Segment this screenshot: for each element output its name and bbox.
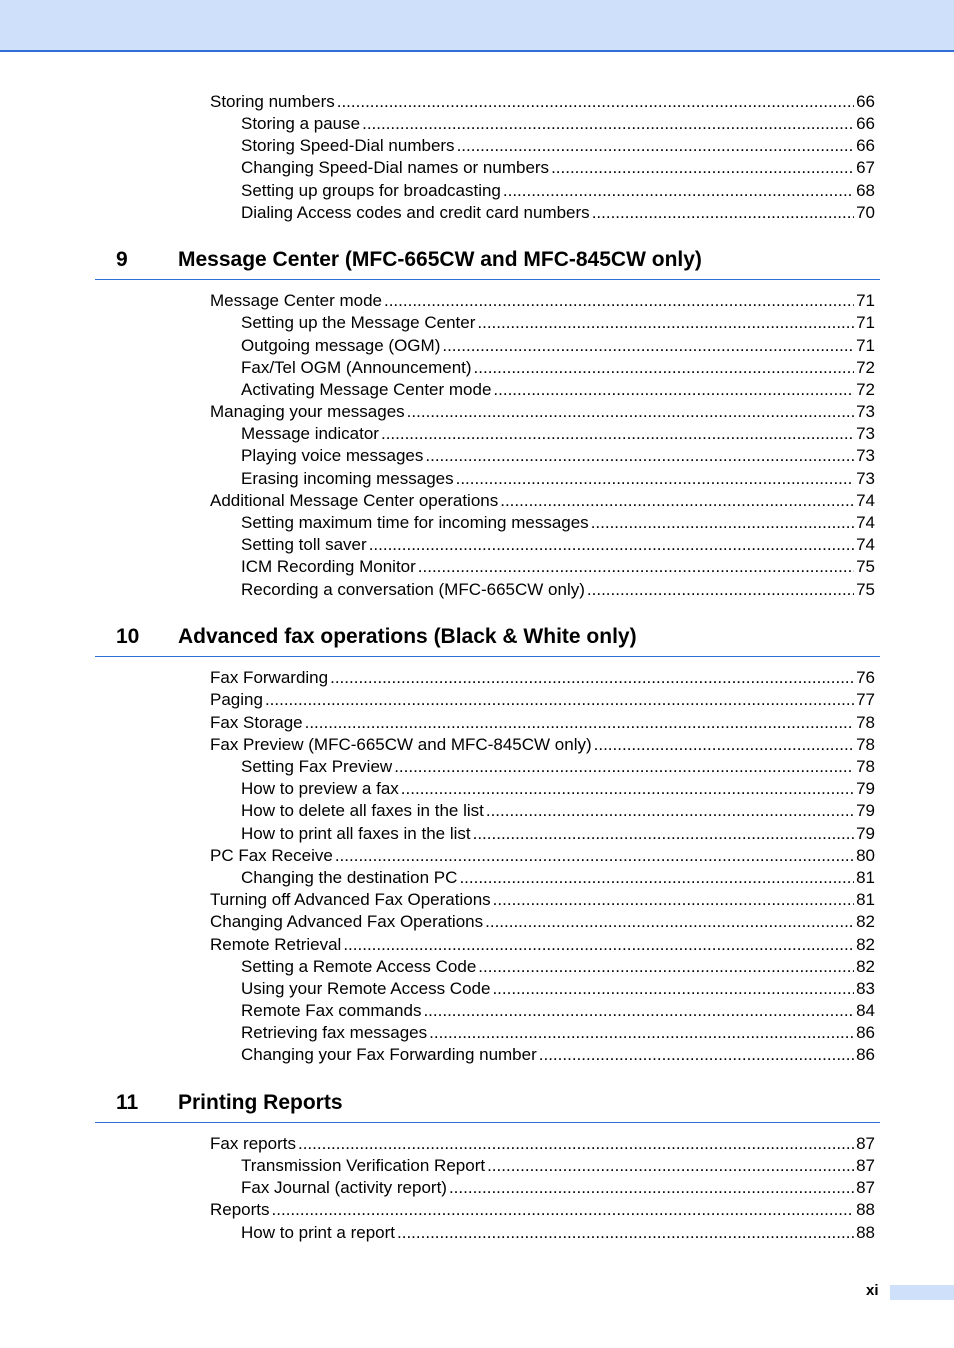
toc-entry-page: 71 — [856, 313, 875, 332]
toc-entry-title: Changing Advanced Fax Operations — [210, 912, 484, 931]
dot-leader — [492, 979, 854, 999]
toc-subentry[interactable] — [241, 866, 875, 888]
toc-entry-page: 83 — [856, 979, 875, 998]
toc-entry[interactable] — [210, 733, 875, 755]
dot-leader — [330, 668, 854, 688]
toc-entry-title: Changing the destination PC — [241, 868, 458, 887]
toc-entry-page: 68 — [856, 181, 875, 200]
toc-entry-page: 73 — [856, 446, 875, 465]
toc-subentry[interactable] — [241, 977, 875, 999]
toc-subentry[interactable] — [241, 822, 875, 844]
toc-entry-title: Storing a pause — [241, 114, 361, 133]
toc-subentry[interactable] — [241, 179, 875, 201]
toc-entry-title: How to print a report — [241, 1223, 396, 1242]
chapter-title: Advanced fax operations (Black & White only) — [178, 625, 637, 648]
toc-entry-title: Erasing incoming messages — [241, 469, 454, 488]
toc-entry-title: Outgoing message (OGM) — [241, 336, 441, 355]
toc-entry-page: 66 — [856, 114, 875, 133]
toc-entry[interactable] — [210, 1198, 875, 1220]
toc-entry-page: 79 — [856, 779, 875, 798]
toc-entry-title: Setting up the Message Center — [241, 313, 476, 332]
chapter-number: 11 — [116, 1091, 139, 1114]
dot-leader — [503, 181, 854, 201]
toc-entry-title: Managing your messages — [210, 402, 405, 421]
toc-subentry[interactable] — [241, 1154, 875, 1176]
toc-subentry[interactable] — [241, 955, 875, 977]
toc-subentry[interactable] — [241, 112, 875, 134]
toc-entry-title: Setting up groups for broadcasting — [241, 181, 501, 200]
toc-entry-page: 75 — [856, 557, 875, 576]
toc-entry[interactable] — [210, 666, 875, 688]
toc-entry-page: 86 — [856, 1023, 875, 1042]
toc-entry-page: 71 — [856, 336, 875, 355]
toc-subentry[interactable] — [241, 422, 875, 444]
toc-entry-page: 82 — [856, 912, 875, 931]
toc-entry-page: 71 — [856, 291, 875, 310]
dot-leader — [337, 92, 854, 112]
toc-subentry[interactable] — [241, 134, 875, 156]
toc-subentry[interactable] — [241, 444, 875, 466]
toc-entry[interactable] — [210, 688, 875, 710]
toc-entry-page: 80 — [856, 846, 875, 865]
toc-entry[interactable] — [210, 910, 875, 932]
toc-entry-page: 73 — [856, 424, 875, 443]
toc-entry-page: 87 — [856, 1134, 875, 1153]
toc-entry-page: 74 — [856, 491, 875, 510]
toc-entry-page: 88 — [856, 1223, 875, 1242]
toc-subentry[interactable] — [241, 201, 875, 223]
dot-leader — [493, 890, 854, 910]
dot-leader — [587, 580, 854, 600]
toc-entry-title: How to preview a fax — [241, 779, 399, 798]
toc-entry[interactable] — [210, 711, 875, 733]
toc-entry-title: Setting Fax Preview — [241, 757, 393, 776]
toc-entry-title: Reports — [210, 1200, 270, 1219]
toc-entry-page: 86 — [856, 1045, 875, 1064]
dot-leader — [487, 1156, 854, 1176]
toc-entry[interactable] — [210, 489, 875, 511]
dot-leader — [493, 380, 854, 400]
toc-entry-title: How to delete all faxes in the list — [241, 801, 484, 820]
chapter-number: 9 — [116, 248, 128, 271]
dot-leader — [418, 557, 854, 577]
toc-entry-title: Fax/Tel OGM (Announcement) — [241, 358, 472, 377]
dot-leader — [539, 1045, 854, 1065]
dot-leader — [459, 868, 854, 888]
toc-subentry[interactable] — [241, 755, 875, 777]
toc-entry-title: Transmission Verification Report — [241, 1156, 486, 1175]
toc-entry-title: Setting maximum time for incoming messages — [241, 513, 589, 532]
dot-leader — [423, 1001, 854, 1021]
toc-entry[interactable] — [210, 844, 875, 866]
toc-entry-title: Fax Preview (MFC-665CW and MFC-845CW only) — [210, 735, 592, 754]
chapter-heading — [95, 622, 880, 657]
toc-entry-page: 88 — [856, 1200, 875, 1219]
toc-entry-title: ICM Recording Monitor — [241, 557, 416, 576]
dot-leader — [397, 1223, 854, 1243]
dot-leader — [425, 446, 854, 466]
toc-entry-page: 81 — [856, 868, 875, 887]
dot-leader — [369, 535, 854, 555]
toc-entry[interactable] — [210, 1132, 875, 1154]
dot-leader — [407, 402, 854, 422]
toc-entry-page: 87 — [856, 1178, 875, 1197]
toc-entry-page: 67 — [856, 158, 875, 177]
dot-leader — [478, 957, 854, 977]
dot-leader — [456, 469, 854, 489]
dot-leader — [477, 313, 854, 333]
toc-entry-page: 66 — [856, 136, 875, 155]
toc-entry-title: Recording a conversation (MFC-665CW only) — [241, 580, 585, 599]
toc-entry-title: Changing your Fax Forwarding number — [241, 1045, 537, 1064]
toc-subentry[interactable] — [241, 578, 875, 600]
toc-entry-title: Storing Speed-Dial numbers — [241, 136, 455, 155]
toc-entry-page: 66 — [856, 92, 875, 111]
dot-leader — [449, 1178, 854, 1198]
dot-leader — [474, 358, 855, 378]
dot-leader — [381, 424, 854, 444]
dot-leader — [429, 1023, 854, 1043]
toc-entry-page: 75 — [856, 580, 875, 599]
toc-entry-page: 76 — [856, 668, 875, 687]
toc-entry[interactable] — [210, 933, 875, 955]
toc-entry-page: 82 — [856, 957, 875, 976]
toc-entry-title: Remote Fax commands — [241, 1001, 422, 1020]
toc-entry-page: 74 — [856, 513, 875, 532]
toc-subentry[interactable] — [241, 1043, 875, 1065]
toc-entry-title: Playing voice messages — [241, 446, 424, 465]
toc-subentry[interactable] — [241, 378, 875, 400]
toc-subentry[interactable] — [241, 356, 875, 378]
chapter-number: 10 — [116, 625, 140, 648]
toc-entry-title: Fax reports — [210, 1134, 296, 1153]
dot-leader — [305, 713, 854, 733]
dot-leader — [592, 203, 854, 223]
toc-entry-title: Using your Remote Access Code — [241, 979, 491, 998]
dot-leader — [272, 1200, 855, 1220]
toc-entry-page: 81 — [856, 890, 875, 909]
toc-entry-page: 72 — [856, 380, 875, 399]
toc-subentry[interactable] — [241, 467, 875, 489]
toc-entry-title: Additional Message Center operations — [210, 491, 499, 510]
toc-entry-page: 79 — [856, 801, 875, 820]
toc-entry-title: Setting a Remote Access Code — [241, 957, 477, 976]
toc-entry-title: Activating Message Center mode — [241, 380, 492, 399]
toc-entry-title: Fax Forwarding — [210, 668, 329, 687]
toc-entry-page: 82 — [856, 935, 875, 954]
toc-subentry[interactable] — [241, 799, 875, 821]
toc-entry[interactable] — [210, 400, 875, 422]
toc-entry-page: 74 — [856, 535, 875, 554]
dot-leader — [591, 513, 854, 533]
dot-leader — [298, 1134, 854, 1154]
dot-leader — [442, 336, 854, 356]
dot-leader — [457, 136, 855, 156]
dot-leader — [486, 801, 854, 821]
chapter-title: Printing Reports — [178, 1091, 343, 1114]
toc-entry-page: 78 — [856, 757, 875, 776]
toc-entry-page: 77 — [856, 690, 875, 709]
toc-entry-title: Setting toll saver — [241, 535, 367, 554]
dot-leader — [384, 291, 854, 311]
toc-entry[interactable] — [210, 888, 875, 910]
toc-entry-title: Dialing Access codes and credit card numbers — [241, 203, 590, 222]
toc-entry-page: 79 — [856, 824, 875, 843]
toc-subentry[interactable] — [241, 555, 875, 577]
toc-entry-page: 78 — [856, 713, 875, 732]
toc-subentry[interactable] — [241, 311, 875, 333]
toc-subentry[interactable] — [241, 999, 875, 1021]
chapter-heading — [95, 245, 880, 280]
toc-entry-page: 70 — [856, 203, 875, 222]
toc-entry-page: 87 — [856, 1156, 875, 1175]
toc-entry-title: Remote Retrieval — [210, 935, 342, 954]
toc-subentry[interactable] — [241, 533, 875, 555]
toc-entry-title: Paging — [210, 690, 263, 709]
toc-entry-title: How to print all faxes in the list — [241, 824, 471, 843]
toc-entry-title: Fax Journal (activity report) — [241, 1178, 447, 1197]
dot-leader — [401, 779, 854, 799]
chapter-title: Message Center (MFC-665CW and MFC-845CW only) — [178, 248, 702, 271]
dot-leader — [265, 690, 854, 710]
dot-leader — [362, 114, 854, 134]
toc-subentry[interactable] — [241, 334, 875, 356]
toc-entry-title: PC Fax Receive — [210, 846, 333, 865]
toc-entry-page: 73 — [856, 402, 875, 421]
dot-leader — [394, 757, 854, 777]
toc-entry-page: 72 — [856, 358, 875, 377]
toc-entry[interactable] — [210, 90, 875, 112]
toc-entry-title: Message Center mode — [210, 291, 382, 310]
page-tab-marker — [890, 1285, 954, 1300]
toc-entry-page: 73 — [856, 469, 875, 488]
toc-subentry[interactable] — [241, 1176, 875, 1198]
toc-subentry[interactable] — [241, 1021, 875, 1043]
toc-subentry[interactable] — [241, 156, 875, 178]
toc-entry-title: Storing numbers — [210, 92, 335, 111]
toc-entry-title: Fax Storage — [210, 713, 303, 732]
dot-leader — [594, 735, 854, 755]
dot-leader — [343, 935, 854, 955]
chapter-heading — [95, 1088, 880, 1123]
toc-entry-title: Turning off Advanced Fax Operations — [210, 890, 491, 909]
toc-entry-title: Retrieving fax messages — [241, 1023, 428, 1042]
dot-leader — [500, 491, 854, 511]
toc-entry-title: Message indicator — [241, 424, 379, 443]
dot-leader — [473, 824, 854, 844]
dot-leader — [335, 846, 854, 866]
toc-subentry[interactable] — [241, 777, 875, 799]
dot-leader — [485, 912, 854, 932]
toc-subentry[interactable] — [241, 511, 875, 533]
dot-leader — [551, 158, 854, 178]
header-band — [0, 0, 954, 52]
page-number: xi — [866, 1282, 879, 1299]
toc-entry[interactable] — [210, 289, 875, 311]
toc-entry-page: 78 — [856, 735, 875, 754]
toc-entry-page: 84 — [856, 1001, 875, 1020]
toc-entry-title: Changing Speed-Dial names or numbers — [241, 158, 550, 177]
toc-subentry[interactable] — [241, 1221, 875, 1243]
